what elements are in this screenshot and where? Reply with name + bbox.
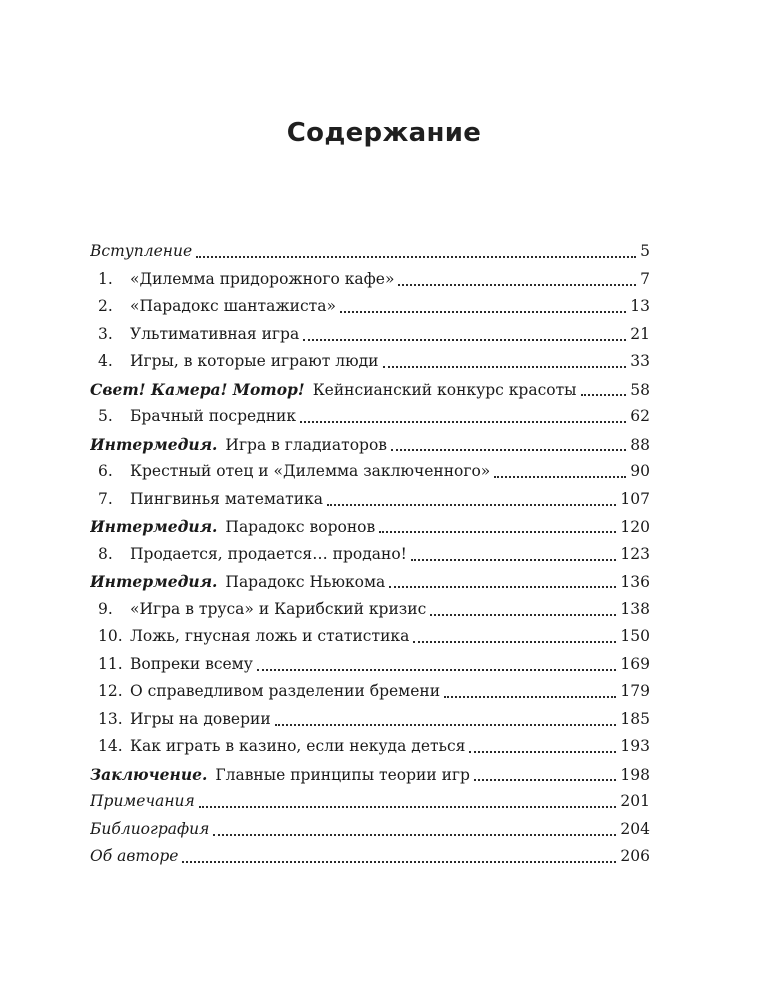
entry-label [90, 761, 470, 790]
toc-entry [90, 376, 650, 404]
toc-entry [90, 678, 650, 706]
page-number: 62 [630, 407, 650, 425]
entry-label [130, 706, 271, 734]
dot-leader [581, 393, 627, 396]
toc-entry [90, 266, 650, 294]
toc-entry [90, 431, 650, 459]
dot-leader [275, 723, 617, 726]
section-prefix: Интермедия. [90, 517, 218, 536]
entry-title: Крестный отец и «Дилемма заключенного» [130, 462, 491, 480]
toc-entry [90, 541, 650, 569]
entry-label [130, 678, 440, 706]
table-of-contents [90, 238, 650, 871]
chapter-number: 5. [98, 407, 113, 425]
toc-entry [90, 403, 650, 431]
page-number: 58 [630, 380, 650, 399]
entry-label [90, 513, 375, 542]
entry-label [90, 816, 209, 844]
chapter-number: 14. [98, 737, 123, 755]
page-number: 33 [630, 352, 650, 370]
entry-title: Кейнсианский конкурс красоты [312, 380, 577, 399]
entry-label [90, 788, 195, 816]
toc-entry [90, 761, 650, 789]
toc-entry [90, 733, 650, 761]
section-prefix: Интермедия. [90, 572, 218, 591]
chapter-number: 12. [98, 682, 123, 700]
entry-label [130, 486, 323, 514]
page-number: 7 [640, 269, 650, 288]
dot-leader [196, 255, 636, 258]
page-number: 206 [620, 847, 650, 865]
page-number: 179 [620, 682, 650, 700]
dot-leader [413, 640, 616, 643]
entry-title: Игры на доверии [130, 709, 271, 728]
chapter-number: 10. [98, 627, 123, 645]
entry-label [90, 376, 577, 405]
chapter-number: 8. [98, 544, 113, 563]
dot-leader [300, 420, 626, 423]
toc-entry [90, 843, 650, 871]
entry-title: Парадокс воронов [225, 518, 376, 536]
entry-label [130, 321, 299, 349]
dot-leader [303, 338, 626, 341]
chapter-number: 9. [98, 599, 113, 618]
toc-entry [90, 348, 650, 376]
entry-label [130, 623, 409, 651]
page-title: Содержание [286, 118, 482, 148]
page-number: 107 [620, 489, 650, 508]
dot-leader [327, 503, 616, 506]
page-number: 193 [620, 737, 650, 755]
page-number: 185 [620, 709, 650, 728]
chapter-number: 1. [98, 269, 113, 288]
section-prefix: Интермедия. [90, 434, 218, 454]
dot-leader [391, 448, 626, 451]
page-number: 13 [630, 297, 650, 315]
entry-title: Парадокс Ньюкома [225, 573, 386, 591]
entry-title: Вступление [90, 242, 193, 260]
dot-leader [257, 668, 617, 671]
entry-label [130, 458, 490, 486]
entry-label [130, 293, 336, 321]
entry-label [130, 651, 253, 679]
dot-leader [398, 283, 636, 286]
dot-leader [383, 365, 627, 368]
entry-title: Продается, продается… продано! [130, 544, 407, 563]
entry-title: О справедливом разделении бремени [130, 682, 441, 700]
entry-label [130, 403, 296, 431]
chapter-number: 13. [98, 709, 123, 728]
dot-leader [430, 613, 616, 616]
dot-leader [199, 805, 617, 808]
toc-entry [90, 596, 650, 624]
entry-title: Ложь, гнусная ложь и статистика [130, 627, 410, 645]
dot-leader [340, 310, 626, 313]
entry-title: «Дилемма придорожного кафе» [130, 269, 395, 288]
entry-title: «Парадокс шантажиста» [130, 297, 336, 315]
entry-title: Вопреки всему [130, 654, 253, 673]
dot-leader [469, 750, 616, 753]
page-number: 120 [620, 518, 650, 536]
page-number: 201 [620, 792, 650, 810]
toc-entry [90, 706, 650, 734]
chapter-number: 7. [98, 489, 113, 508]
entry-label [90, 843, 178, 871]
toc-entry [90, 458, 650, 486]
entry-title: Брачный посредник [130, 407, 297, 425]
dot-leader [182, 860, 616, 863]
entry-label [90, 568, 385, 597]
entry-label [130, 266, 394, 294]
entry-label [130, 733, 465, 761]
toc-entry [90, 651, 650, 679]
page-number: 138 [620, 599, 650, 618]
dot-leader [379, 530, 616, 533]
page-number: 198 [620, 765, 650, 784]
page-number: 150 [620, 627, 650, 645]
dot-leader [389, 585, 616, 588]
entry-label [130, 541, 407, 569]
entry-title: «Игра в труса» и Карибский кризис [130, 599, 427, 618]
dot-leader [444, 695, 616, 698]
entry-title: Главные принципы теории игр [215, 765, 470, 784]
dot-leader [411, 558, 617, 561]
chapter-number: 11. [98, 654, 123, 673]
entry-label [130, 348, 379, 376]
chapter-number: 6. [98, 462, 113, 480]
chapter-number: 4. [98, 352, 113, 370]
toc-entry [90, 788, 650, 816]
toc-entry [90, 513, 650, 541]
entry-label [90, 238, 192, 266]
entry-title: Игра в гладиаторов [225, 435, 388, 454]
chapter-number: 3. [98, 324, 113, 343]
entry-title: Пингвинья математика [130, 489, 324, 508]
page-number: 21 [630, 324, 650, 343]
entry-label [130, 596, 426, 624]
toc-entry [90, 293, 650, 321]
section-prefix: Свет! Камера! Мотор! [90, 379, 305, 399]
page-number: 90 [630, 462, 650, 480]
page-number: 136 [620, 573, 650, 591]
toc-entry [90, 321, 650, 349]
entry-title: Примечания [90, 792, 195, 810]
page-number: 88 [630, 435, 650, 454]
section-prefix: Заключение. [90, 764, 208, 784]
toc-entry [90, 568, 650, 596]
entry-title: Библиография [90, 819, 210, 838]
dot-leader [213, 833, 616, 836]
entry-label [90, 431, 387, 460]
toc-entry [90, 816, 650, 844]
page-number: 204 [620, 819, 650, 838]
page-number: 123 [620, 544, 650, 563]
chapter-number: 2. [98, 297, 113, 315]
toc-entry [90, 238, 650, 266]
entry-title: Ультимативная игра [130, 324, 300, 343]
dot-leader [494, 475, 626, 478]
toc-entry [90, 623, 650, 651]
dot-leader [474, 778, 616, 781]
entry-title: Об авторе [90, 847, 179, 865]
toc-entry [90, 486, 650, 514]
entry-title: Игры, в которые играют люди [130, 352, 379, 370]
entry-title: Как играть в казино, если некуда деться [130, 737, 466, 755]
page-number: 5 [640, 242, 650, 260]
page-number: 169 [620, 654, 650, 673]
